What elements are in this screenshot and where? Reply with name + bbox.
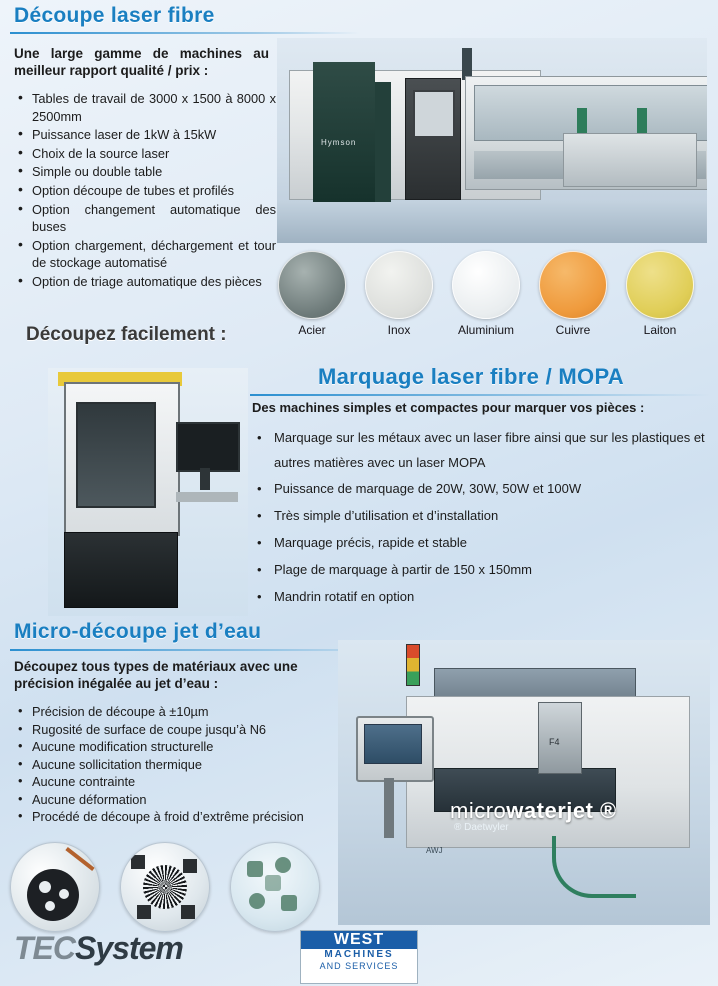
section-title-laser: Découpe laser fibre [14,4,215,27]
waterjet-cutting-head [538,702,582,774]
laser-feature-list [14,90,276,292]
divider-marquage [250,394,710,396]
partner-logo-line2: MACHINES [324,949,394,960]
material-inox [364,251,434,337]
logo-prefix: TEC [14,930,75,966]
signal-lamp [406,644,420,686]
list-item: • Aucune contrainte [14,773,364,791]
sample-pointer [65,847,94,871]
marquage-feature-list [252,425,708,610]
list-item: • Simple ou double table [14,163,276,181]
keyboard [176,492,238,502]
list-item: • Option chargement, déchargement et tour de stockage automatisé [14,237,276,272]
partner-logo-line1: WEST [301,931,417,949]
head-panel-label: F4 [549,737,560,747]
sample-photo-2 [120,842,210,932]
logo-suffix: System [75,930,183,966]
material-label: Acier [298,323,326,337]
sample-part [247,861,263,877]
brand-prefix: micro [450,798,507,823]
list-item: • Tables de travail de 3000 x 1500 à 8000 x 2500mm [14,90,276,125]
material-swatch [365,251,433,319]
machine-brand-label: Hymson [321,138,357,147]
laser-intro-text: Une large gamme de machines au meilleur rapport qualité / prix : [14,46,269,78]
sample-part [137,905,151,919]
list-item: • Option découpe de tubes et profilés [14,182,276,200]
material-laiton [625,251,695,337]
material-swatch [278,251,346,319]
machine-extension-table [563,133,697,187]
waterjet-brand-label [450,798,617,824]
laser-cutting-machine-photo [277,38,707,243]
brand-suffix: waterjet ® [506,798,617,823]
machine-screen [413,90,455,138]
waterjet-machine-photo [338,640,710,925]
machine-green-module [313,62,375,202]
list-item: • Aucune modification structurelle [14,738,364,756]
material-cuivre [538,251,608,337]
list-item: • Option changement automatique des buses [14,201,276,236]
decoupez-facilement-heading: Découpez facilement : [26,324,227,345]
sample-part [265,875,281,891]
marquage-intro-text: Des machines simples et compactes pour marquer vos pièces : [252,400,645,415]
waterjet-brand-sub: ® Daetwyler [454,822,509,833]
list-item: • Rugosité de surface de coupe jusqu’à N6 [14,721,364,739]
material-label: Inox [387,323,411,337]
list-item: • Précision de découpe à ±10µm [14,703,364,721]
list-item: • Aucune déformation [14,791,364,809]
materials-row [277,251,707,351]
list-item: • Puissance laser de 1kW à 15kW [14,126,276,144]
sample-photo-3 [230,842,320,932]
partner-logo-line3: AND SERVICES [319,961,399,971]
cnc-stand [384,778,394,838]
marking-machine-monitor [176,422,240,472]
sample-hole [39,881,51,893]
list-item: • Puissance de marquage de 20W, 30W, 50W et 100W [252,475,708,502]
list-item: • Option de triage automatique des pièces [14,273,276,291]
sample-disc [27,869,79,921]
machine-green-strip [375,82,391,202]
photo-floor [277,201,707,243]
sample-part [181,905,195,919]
list-item: • Mandrin rotatif en option [252,583,708,610]
marking-machine-window [76,402,156,508]
list-item: • Choix de la source laser [14,145,276,163]
sample-part [131,855,145,869]
waterjet-hose [552,836,636,898]
sample-part [249,893,265,909]
material-swatch [626,251,694,319]
sample-ring [143,865,187,909]
monitor-stand [200,468,210,490]
material-swatch [452,251,520,319]
sample-part [275,857,291,873]
marking-machine-photo [48,368,248,616]
sample-part [281,895,297,911]
list-item: • Aucune sollicitation thermique [14,756,364,774]
list-item: • Très simple d’utilisation et d’installation [252,502,708,529]
material-acier [277,251,347,337]
jet-intro-text: Découpez tous types de matériaux avec une précision inégalée au jet d’eau : [14,659,298,691]
list-item: • Procédé de découpe à froid d’extrême précision [14,808,364,826]
waterjet-side-label: AWJ [426,846,443,855]
jet-feature-list [14,703,364,826]
sample-hole [59,889,69,899]
material-label: Cuivre [555,323,591,337]
sample-photo-1 [10,842,100,932]
material-aluminium [451,251,521,337]
section-title-jet: Micro-découpe jet d’eau [14,620,262,643]
divider-laser [10,32,360,34]
material-label: Aluminium [457,323,514,337]
sample-hole [45,901,55,911]
company-logo [14,930,183,967]
list-item: • Marquage précis, rapide et stable [252,529,708,556]
section-title-marquage: Marquage laser fibre / MOPA [318,364,624,389]
material-swatch [539,251,607,319]
material-label: Laiton [643,323,677,337]
cnc-screen [364,724,422,764]
partner-logo-west-machines [300,930,418,984]
list-item: • Marquage sur les métaux avec un laser fibre ainsi que sur les plastiques et autres matières avec un laser MOPA [252,425,708,475]
marking-machine-base [64,532,178,608]
list-item: • Plage de marquage à partir de 150 x 150mm [252,556,708,583]
sample-part [183,859,197,873]
